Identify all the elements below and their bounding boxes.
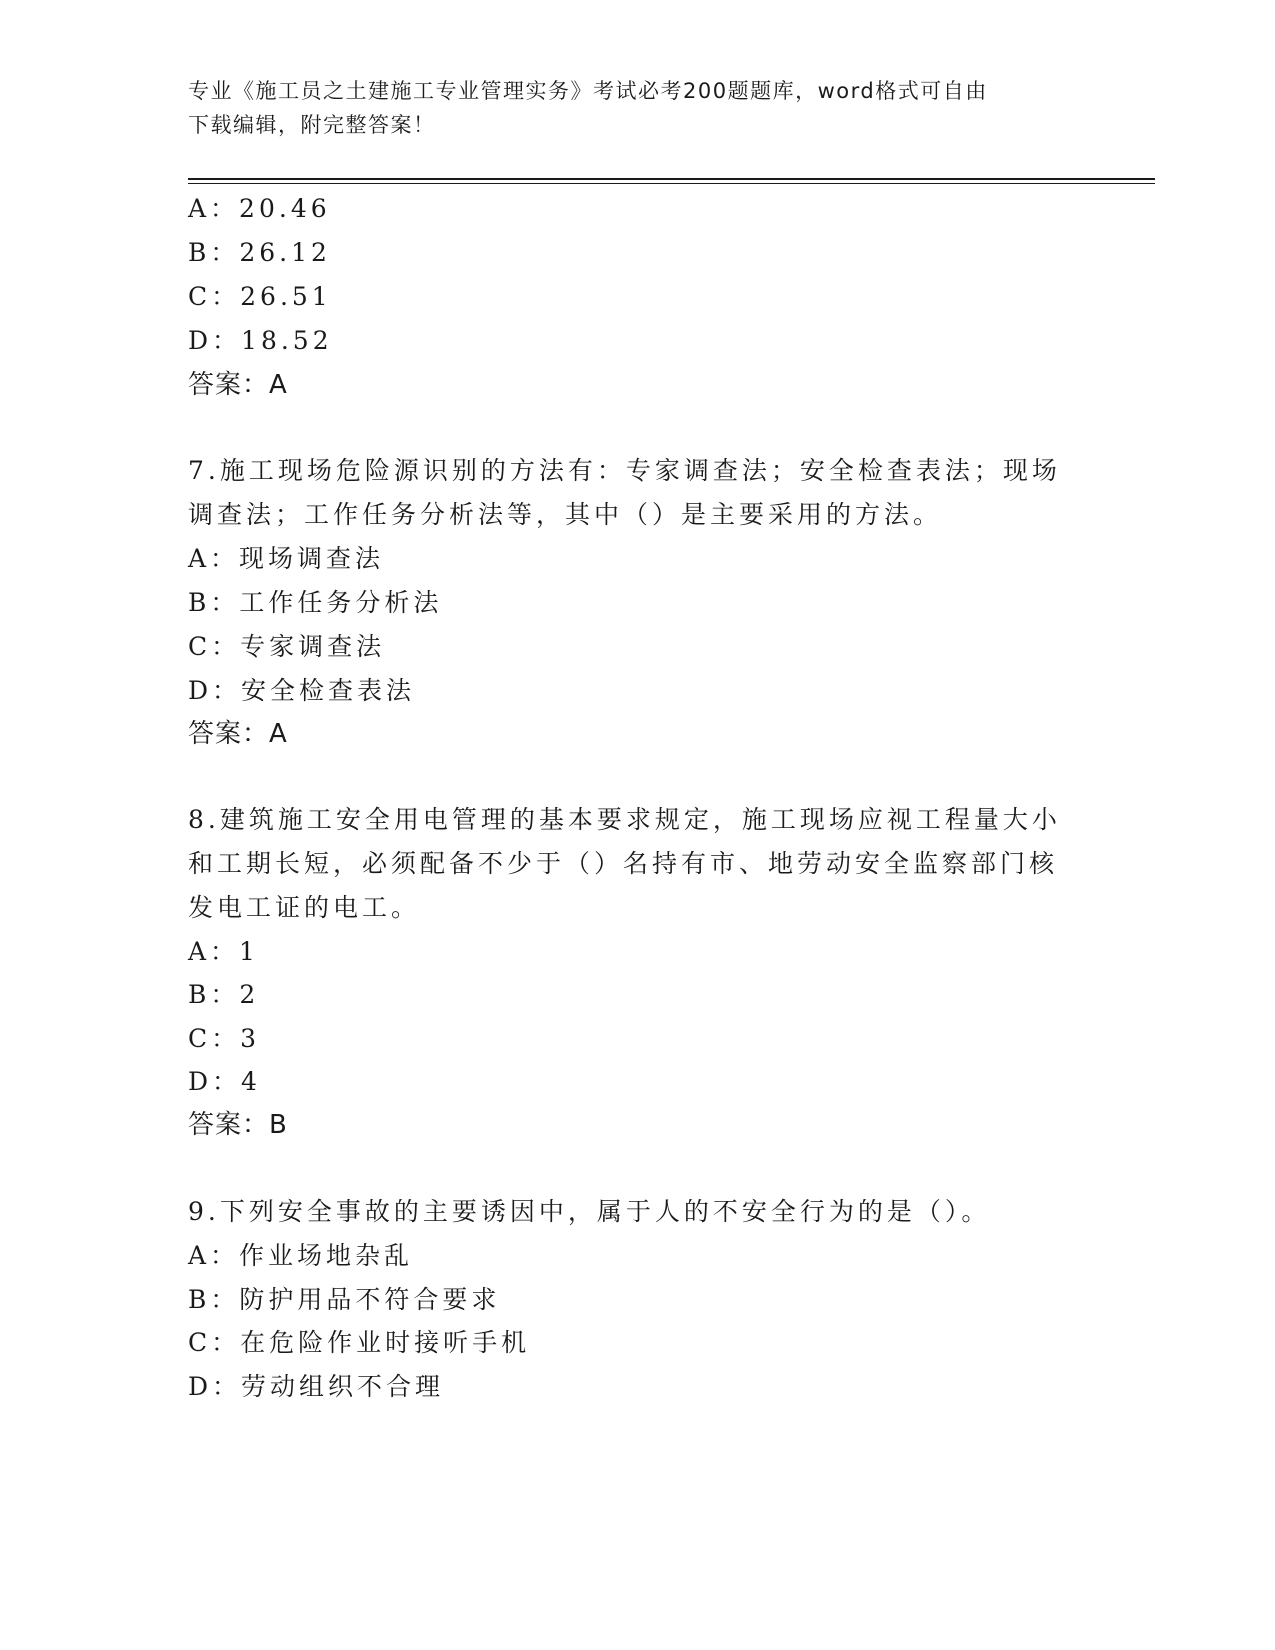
q6-option-c: C：26.51	[188, 282, 332, 311]
q6-answer: 答案：A	[188, 370, 288, 400]
q9-option-c: C：在危险作业时接听手机	[188, 1328, 531, 1357]
q7-option-a: A：现场调查法	[188, 544, 385, 573]
q6-option-b: B：26.12	[188, 238, 331, 267]
document-header	[188, 74, 1068, 142]
q8-option-c: C：3	[188, 1024, 261, 1053]
q9-stem-line-1: 9.下列安全事故的主要诱因中，属于人的不安全行为的是（）。	[188, 1197, 991, 1226]
q8-stem-line-3: 发电工证的电工。	[188, 893, 421, 922]
q7-option-d: D：安全检查表法	[188, 676, 416, 705]
q7-option-c: C：专家调查法	[188, 632, 386, 661]
q8-stem-line-2: 和工期长短，必须配备不少于（）名持有市、地劳动安全监察部门核	[188, 849, 1059, 878]
q6-option-d: D：18.52	[188, 326, 333, 355]
q7-stem-line-2: 调查法；工作任务分析法等，其中（）是主要采用的方法。	[188, 500, 943, 529]
q6-option-a: A：20.46	[188, 194, 331, 223]
q8-option-b: B：2	[188, 980, 260, 1009]
q8-option-d: D：4	[188, 1067, 261, 1096]
q8-option-a: A：1	[188, 937, 259, 966]
q9-option-a: A：作业场地杂乱	[188, 1241, 414, 1270]
q9-option-b: B：防护用品不符合要求	[188, 1285, 501, 1314]
q8-stem-line-1: 8.建筑施工安全用电管理的基本要求规定，施工现场应视工程量大小	[188, 805, 1061, 834]
header-rule-thin	[188, 183, 1155, 184]
q7-option-b: B：工作任务分析法	[188, 588, 443, 617]
q9-option-d: D：劳动组织不合理	[188, 1372, 445, 1401]
q7-answer: 答案：A	[188, 719, 288, 749]
header-rule-thick	[188, 178, 1155, 180]
q7-stem-line-1: 7.施工现场危险源识别的方法有：专家调查法；安全检查表法；现场	[188, 456, 1061, 485]
header-line-1: 专业《施工员之土建施工专业管理实务》考试必考200题题库，word格式可自由	[188, 79, 988, 103]
header-line-2: 下载编辑，附完整答案！	[188, 113, 436, 137]
q8-answer: 答案：B	[188, 1110, 288, 1140]
